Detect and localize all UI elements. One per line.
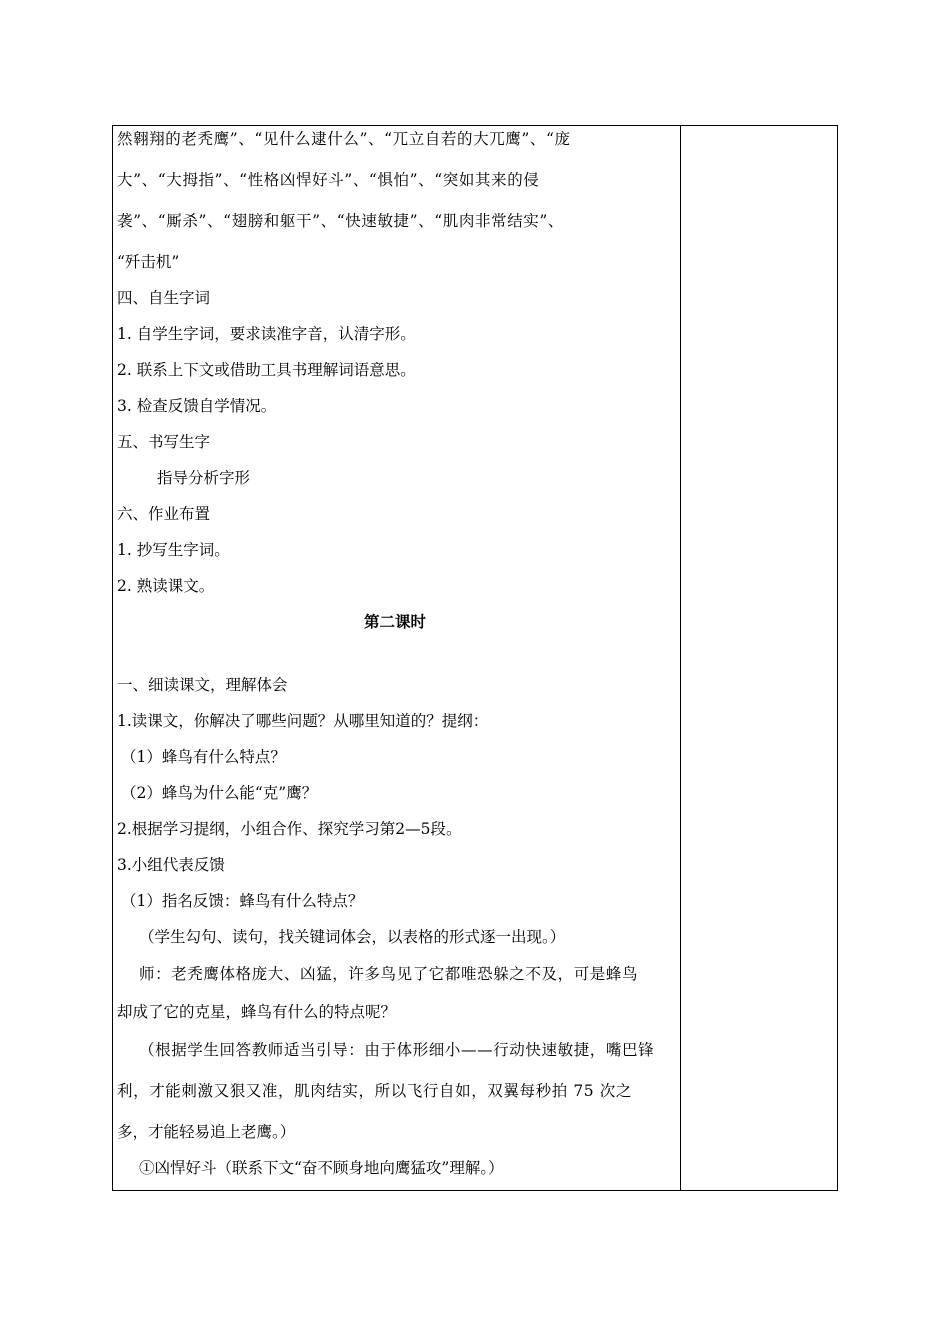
text-line: 师：老秃鹰体格庞大、凶猛，许多鸟见了它都唯恐躲之不及，可是蜂鸟: [139, 965, 639, 983]
text-line: 1. 抄写生字词。: [117, 541, 230, 559]
text-line: 然翱翔的老秃鹰”、“见什么逮什么”、“兀立自若的大兀鹰”、“庞: [117, 130, 571, 148]
text-line: （1）蜂鸟有什么特点？: [121, 748, 286, 766]
section-heading: 四、自生字词: [117, 289, 211, 307]
text-line: （1）指名反馈：蜂鸟有什么特点？: [121, 892, 364, 910]
text-line: 2.根据学习提纲，小组合作、探究学习第2—5段。: [117, 820, 462, 838]
text-line: （学生勾句、读句，找关键词体会，以表格的形式逐一出现。）: [139, 928, 566, 946]
text-line: 1.读课文，你解决了哪些问题？从哪里知道的？提纲：: [117, 712, 489, 730]
lesson-table: [112, 125, 838, 1191]
text-line: “歼击机”: [117, 253, 180, 271]
text-line: 3.小组代表反馈: [117, 856, 225, 874]
column-divider: [680, 126, 681, 1190]
text-line: 多，才能轻易追上老鹰。）: [117, 1123, 296, 1141]
lesson-period-heading: 第二课时: [363, 612, 426, 631]
text-line: 大”、“大拇指”、“性格凶悍好斗”、“惧怕”、“突如其来的侵: [117, 171, 540, 189]
text-line: 指导分析字形: [157, 469, 251, 487]
text-line: 却成了它的克星，蜂鸟有什么的特点呢？: [117, 1003, 397, 1021]
text-line: （2）蜂鸟为什么能“克”鹰？: [121, 784, 318, 802]
section-heading: 六、作业布置: [117, 505, 211, 523]
text-line: 1. 自学生字词，要求读准字音，认清字形。: [117, 325, 416, 343]
text-line: 2. 联系上下文或借助工具书理解词语意思。: [117, 361, 416, 379]
section-heading: 一、细读课文，理解体会: [117, 676, 288, 694]
section-heading: 五、书写生字: [117, 433, 211, 451]
text-line: （根据学生回答教师适当引导：由于体形细小——行动快速敏捷，嘴巴锋: [139, 1041, 655, 1059]
text-line: 利，才能刺激又狠又准，肌肉结实，所以飞行自如，双翼每秒拍 75 次之: [117, 1082, 632, 1100]
text-line: 袭”、“厮杀”、“翅膀和躯干”、“快速敏捷”、“肌肉非常结实”、: [117, 212, 565, 230]
text-line: 3. 检查反馈自学情况。: [117, 397, 277, 415]
text-line: 2. 熟读课文。: [117, 577, 215, 595]
text-line: ①凶悍好斗（联系下文“奋不顾身地向鹰猛攻”理解。）: [139, 1159, 504, 1177]
